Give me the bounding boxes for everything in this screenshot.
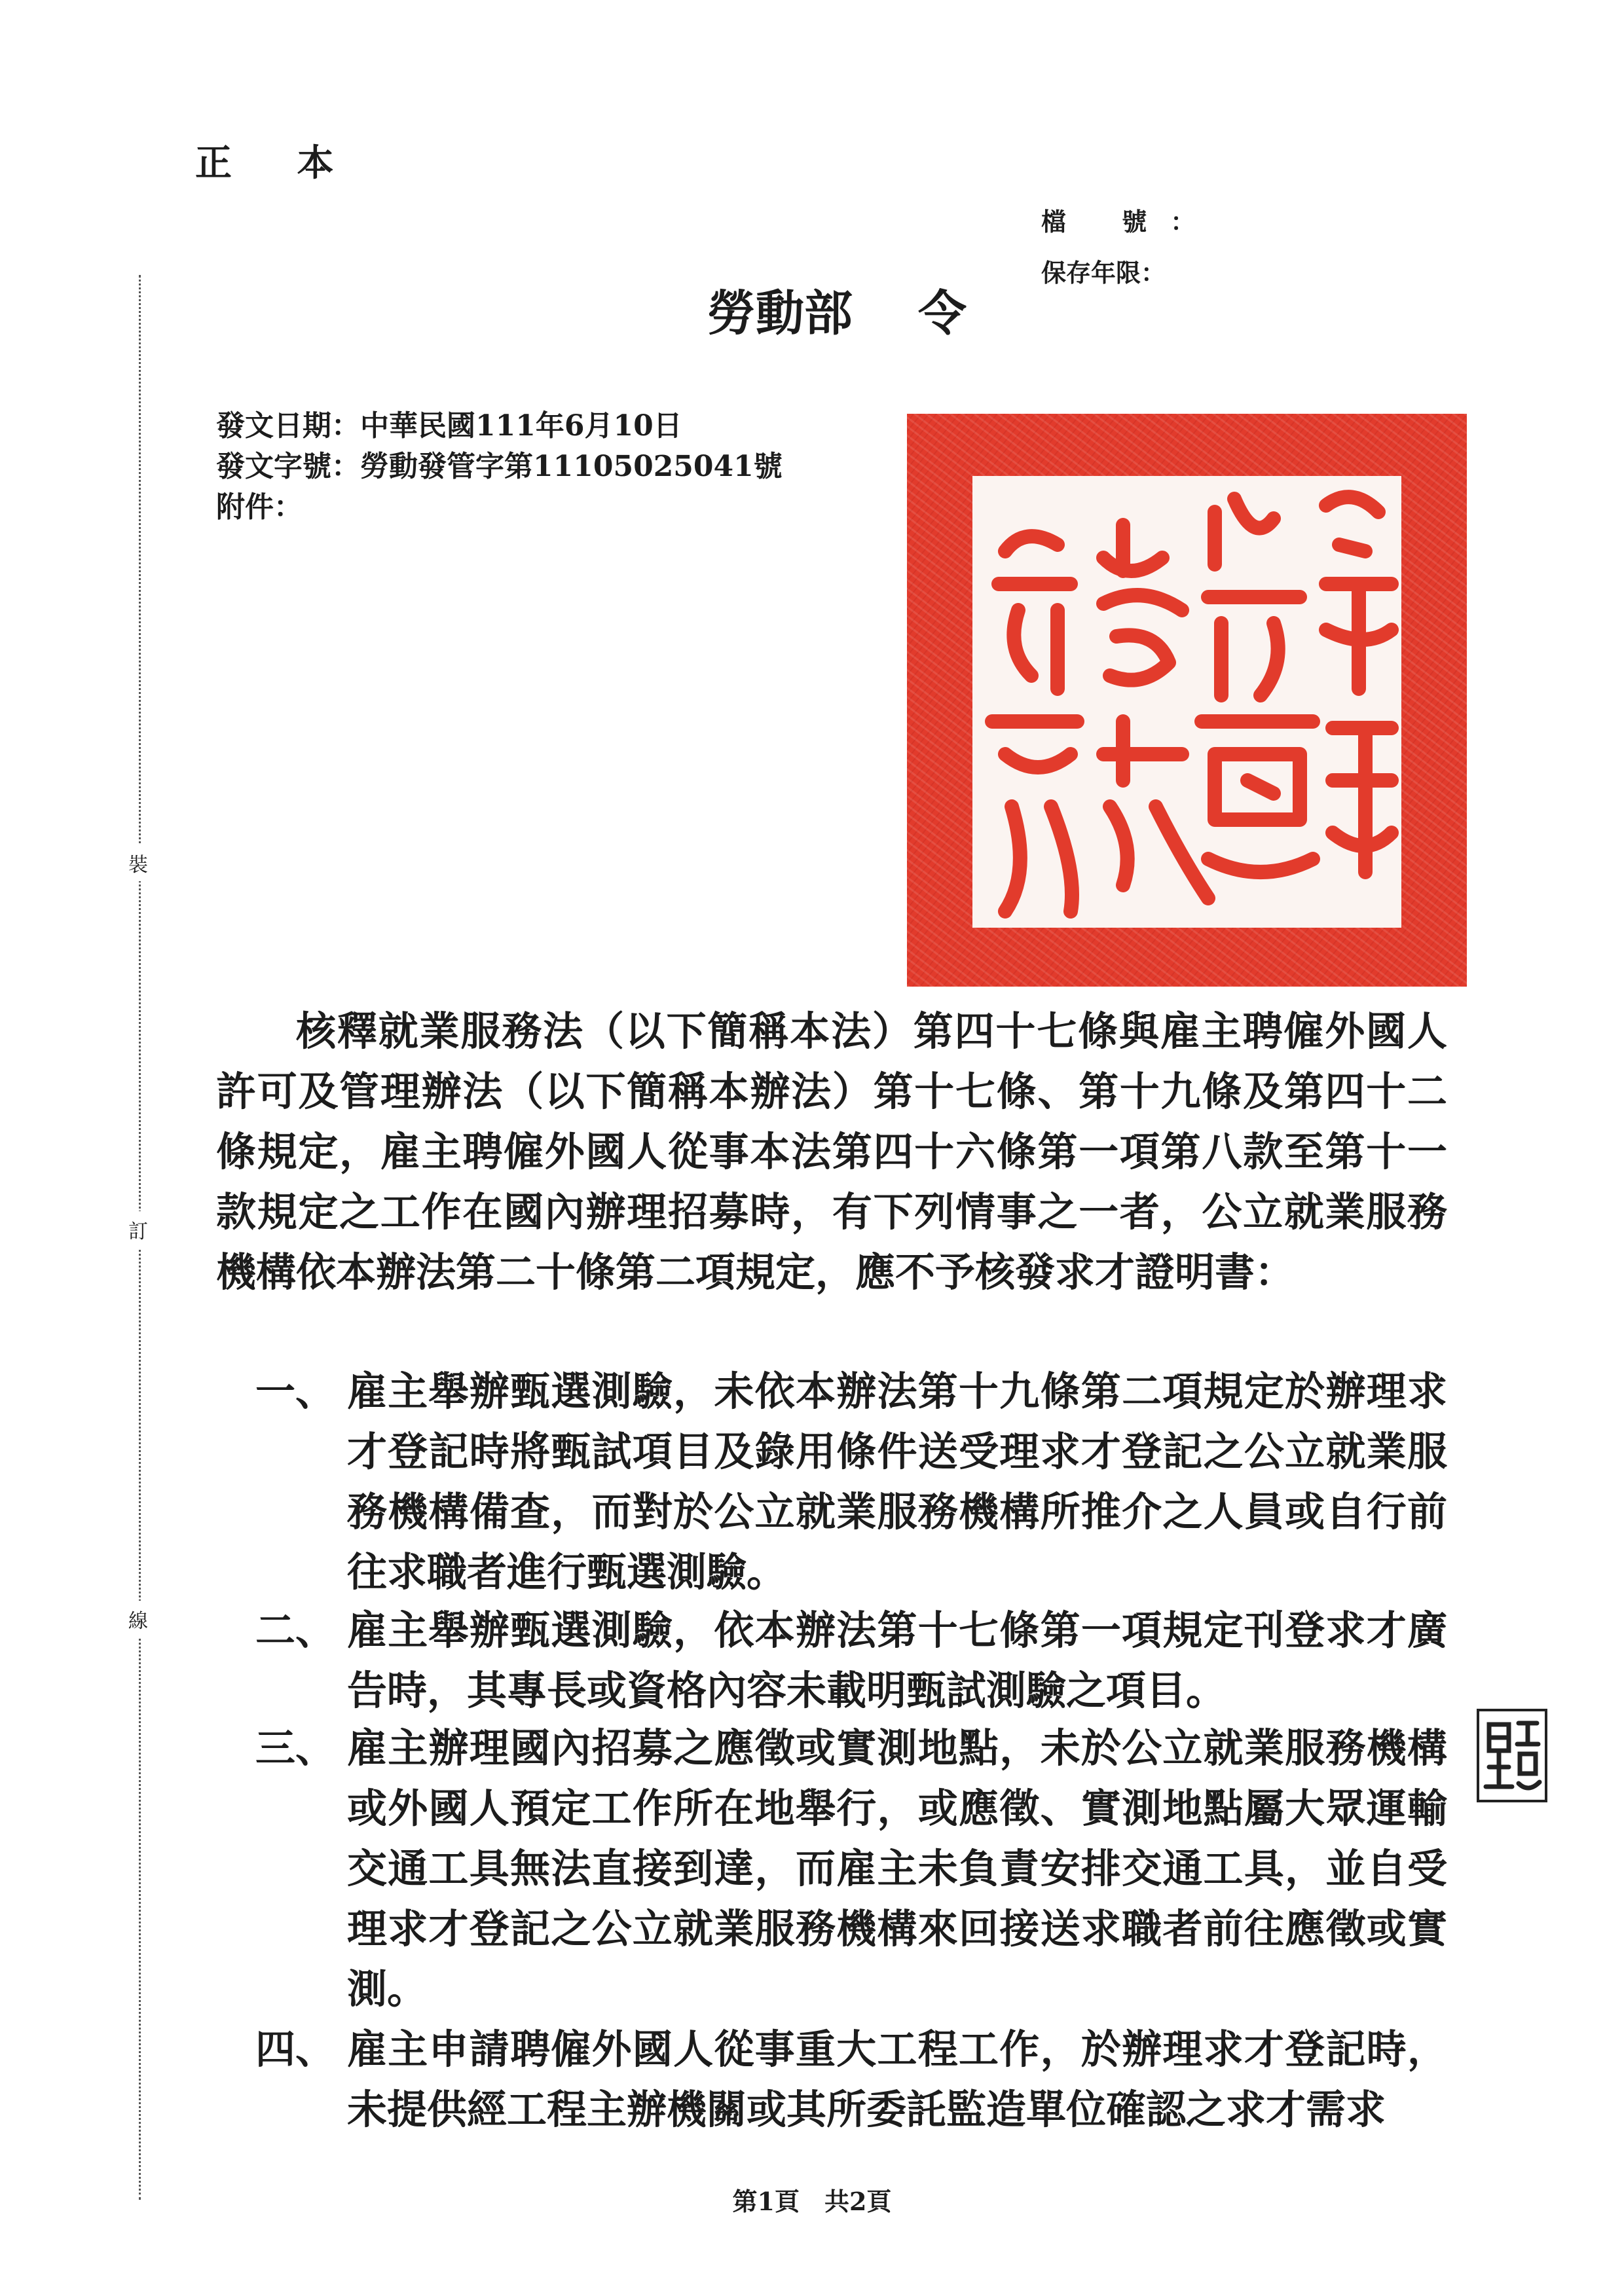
list-item-text: 雇主申請聘僱外國人從事重大工程工作，於辦理求才登記時，未提供經工程主辦機關或其所委託監造單位確認之求才需求 xyxy=(347,2026,1447,2133)
list-item-text: 雇主舉辦甄選測驗，依本辦法第十七條第一項規定刊登求才廣告時，其專長或資格內容未載明甄試測驗之項目。 xyxy=(347,1607,1447,1714)
list-item-text: 雇主舉辦甄選測驗，未依本辦法第十九條第二項規定於辦理求才登記時將甄試項目及錄用條件送受理求才登記之公立就業服務機構備查，而對於公立就業服務機構所推介之人員或自行前往求職者進行甄選測驗。 xyxy=(347,1368,1447,1595)
binding-mark-xian: 線 xyxy=(128,1601,148,1637)
list-item-text: 雇主辦理國內招募之應徵或實測地點，未於公立就業服務機構或外國人預定工作所在地舉行，或應徵、實測地點屬大眾運輸交通工具無法直接到達，而雇主未負責安排交通工具，並自受理求才登記之公立就業服務機構來回接送求職者前往應徵或實測。 xyxy=(347,1725,1447,2013)
page-number: 第1頁 共2頁 xyxy=(732,2187,892,2216)
verification-stamp-icon xyxy=(1477,1709,1547,1802)
list-item-number: 四、 xyxy=(255,2026,336,2073)
list-item-number: 二、 xyxy=(255,1607,336,1654)
official-seal-icon xyxy=(907,414,1467,987)
document-meta xyxy=(216,406,783,528)
list-item-number: 一、 xyxy=(255,1368,336,1415)
file-info xyxy=(1041,196,1219,299)
issuing-organization: 勞動部 xyxy=(707,285,853,342)
retention-period-label: 保存年限： xyxy=(1041,258,1166,287)
attachment-label: 附件： xyxy=(216,490,303,524)
issue-date: 發文日期：中華民國111年6月10日 xyxy=(216,409,682,443)
document-type: 令 xyxy=(918,285,967,342)
file-number-label: 檔 號： xyxy=(1041,207,1219,236)
document-title xyxy=(707,275,967,344)
list-item xyxy=(255,1601,1447,1721)
document-number: 發文字號：勞動發管字第11105025041號 xyxy=(216,450,783,483)
binding-mark-ding: 訂 xyxy=(128,1211,148,1248)
binding-mark-zhuang: 裝 xyxy=(128,845,148,881)
intro-paragraph: 核釋就業服務法（以下簡稱本法）第四十七條與雇主聘僱外國人許可及管理辦法（以下簡稱本辦法）第十七條、第十九條及第四十二條規定，雇主聘僱外國人從事本法第四十六條第一項第八款至第十一款規定之工作在國內辦理招募時，有下列情事之一者，公立就業服務機構依本辦法第二十條第二項規定，應不予核發求才證明書： xyxy=(216,1008,1447,1296)
list-item xyxy=(255,1719,1447,2020)
list-item xyxy=(255,1362,1447,1603)
list-item xyxy=(255,2020,1447,2140)
copy-mark: 正 本 xyxy=(195,141,360,185)
list-item-number: 三、 xyxy=(255,1725,336,1772)
